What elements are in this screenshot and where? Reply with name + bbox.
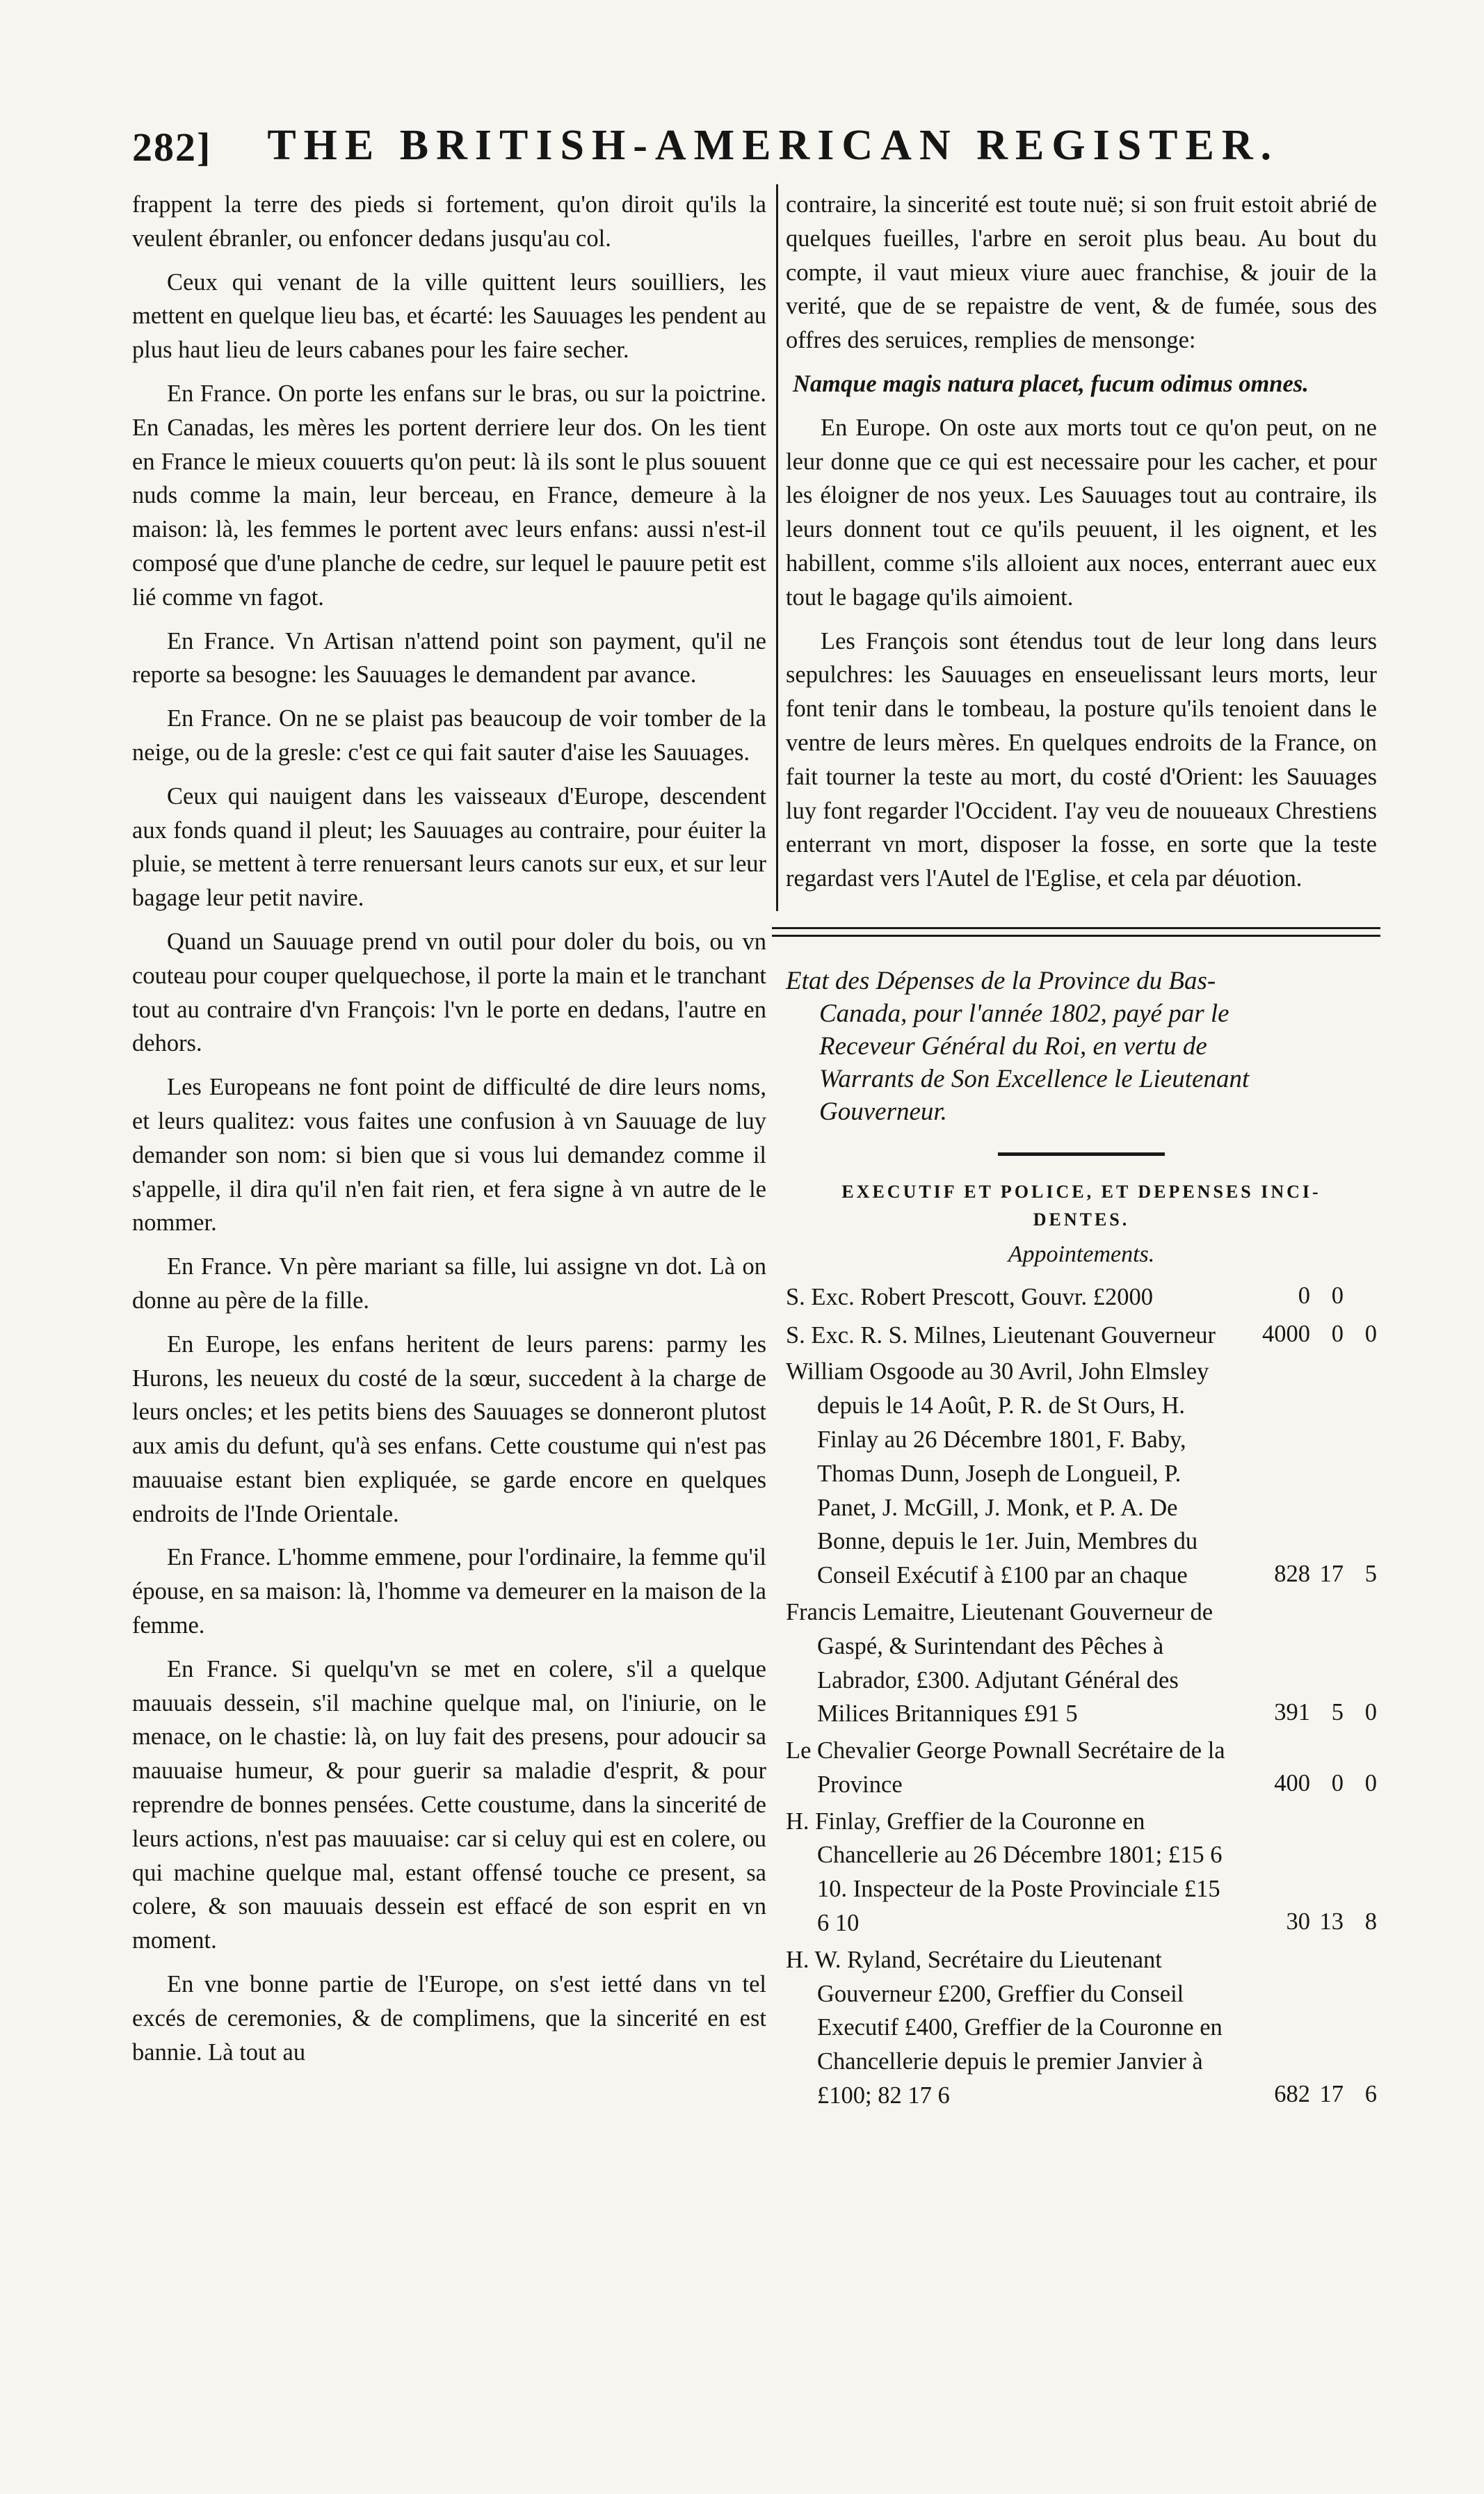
paragraph: En France. L'homme emmene, pour l'ordinaire, la femme qu'il épouse, en sa maison: là, l'homme va demeurer en la maison de la femme. [132,1544,766,1639]
paragraph: En France. On porte les enfans sur le bras, ou sur la poictrine. En Canadas, les mères les portent derriere leur dos. On les tient en France le mieux couuerts qu'on peut: là ils sont le plus souuent nuds comme la main, leur berceau, en France, demeure à la maison: là, les femmes le portent avec leurs enfans: aussi n'est-il composé que d'une planche de cedre, sur lequel le pauure petit est lié comme vn fagot. [132,380,766,611]
column-divider [776,184,778,911]
paragraph: En Europe. On oste aux morts tout ce qu'on peut, on ne leur donne que ce qui est necessaire pour les cacher, et pour les éloigner de nos yeux. Les Sauuages tout au contraire, ils leurs donnent tout ce qu'ils peuuent, il les oignent, et les habillent, comme s'ils alloient aux noces, enterrant auec eux tout le bagage qu'ils aimoient. [786,414,1377,611]
expense-entry [786,1317,1377,1353]
latin-quote: Namque magis natura placet, fucum odimus omnes. [793,370,1309,397]
entry-description: H. W. Ryland, Secrétaire du Lieutenant Gouverneur £200, Greffier du Conseil Executif £400, Greffier de la Couronne en Chancellerie depuis le premier Janvier à £100; 82 17 6 [786,1946,1223,2109]
paragraph: contraire, la sincerité est toute nuë; si son fruit estoit abrié de quelques fueilles, l'arbre en seroit plus beau. Au bout du compte, il vaut mieux viure auec franchise, & jouir de la verité, que de se repaistre de vent, & de fumée, sous des offres des seruices, remplies de mensonge: [786,191,1377,354]
section-double-rule [772,927,1380,937]
page-number: 282] [132,124,212,170]
entry-amount: 30 13 8 [1286,1908,1377,1936]
expense-entry [786,1805,1377,1940]
paragraph: En Europe, les enfans heritent de leurs parens: parmy les Hurons, les neueux du costé de la sœur, succedent à la charge de leurs oncles; et les petits biens des Sauuages se donneront plutost aux amis du defunt, qu'à ses enfans. Cette coustume qui n'est pas mauuaise estant bien expliquée, se garde encore en quelques endroits de l'Inde Orientale. [132,1330,766,1527]
title-line: Gouverneur. [819,1097,947,1126]
paragraph: Ceux qui venant de la ville quittent leurs souilliers, les mettent en quelque lieu bas, et écarté: les Sauuages les pendent au plus haut lieu de leurs cabanes pour les faire secher. [132,268,766,364]
title-line: Canada, pour l'année 1802, payé par le [819,999,1229,1028]
expense-entry [786,1734,1377,1802]
entry-amount: 400 0 0 [1274,1769,1377,1796]
paragraph: En France. On ne se plaist pas beaucoup de voir tomber de la neige, ou de la gresle: c'est ce qui fait sauter d'aise les Sauuages. [132,705,766,766]
expense-entry [786,1355,1377,1593]
page-header [132,122,1377,170]
paragraph: En France. Si quelqu'vn se met en colere, s'il a quelque mauuais dessein, s'il machine quelque mal, on l'iniurie, on le menace, on le chastie: là, on luy fait des presens, pour adoucir sa mauuaise humeur, & pour guerir sa maladie d'esprit, & pour reprendre de bonnes pensées. Cette coustume, dans la sincerité de leurs actions, n'est pas mauuaise: car si celuy qui est en colere, ou qui machine quelque mal, estant offensé touche ce present, sa colere, & son mauuais dessein est effacé de son esprit en vn moment. [132,1655,766,1954]
paragraph: Quand un Sauuage prend vn outil pour doler du bois, ou vn couteau pour couper quelquechose, il porte la main et le tranchant tout au contraire d'vn François: l'vn le porte en dedans, l'autre en dehors. [132,928,766,1057]
entry-description: H. Finlay, Greffier de la Couronne en Chancellerie au 26 Décembre 1801; £15 6 10. Inspecteur de la Poste Provinciale £15 6 10 [786,1808,1223,1937]
entry-description: S. Exc. Robert Prescott, Gouvr. £2000 [786,1283,1153,1310]
right-column [786,188,1377,2113]
entry-description: S. Exc. R. S. Milnes, Lieutenant Gouverneur [786,1321,1216,1349]
sub-heading: Appointements. [1008,1241,1155,1267]
entry-description: William Osgoode au 30 Avril, John Elmsley depuis le 14 Août, P. R. de St Ours, H. Finlay au 26 Décembre 1801, F. Baby, Thomas Dunn, Joseph de Longueil, P. Panet, J. McGill, J. Monk, et P. A. De Bonne, depuis le 1er. Juin, Membres du Conseil Exécutif à £100 par an chaque [786,1358,1209,1589]
paragraph: En France. Vn père mariant sa fille, lui assigne vn dot. Là on donne au père de la fille. [132,1253,766,1314]
title-line: Etat des Dépenses de la Province du Bas- [786,966,1216,995]
expense-entry [786,1943,1377,2113]
expense-entry [786,1279,1377,1314]
entry-description: Francis Lemaitre, Lieutenant Gouverneur de Gaspé, & Surintendant des Pêches à Labrador, £300. Adjutant Général des Milices Britanniques £91 5 [786,1598,1213,1728]
title-line: Warrants de Son Excellence le Lieutenant [819,1064,1250,1093]
expense-statement-title [786,965,1377,1128]
entry-description: Le Chevalier George Pownall Secrétaire de la Province [786,1737,1225,1798]
paragraph: En vne bonne partie de l'Europe, on s'est ietté dans vn tel excés de ceremonies, & de complimens, que la sincerité en est bannie. Là tout au [132,1971,766,2066]
short-divider [998,1152,1165,1156]
expense-entry [786,1595,1377,1731]
title-line: Receveur Général du Roi, en vertu de [819,1031,1207,1061]
entry-amount: 0 0 [1298,1282,1344,1309]
entry-amount: 4000 0 0 [1262,1320,1377,1347]
entry-amount: 828 17 5 [1274,1561,1377,1588]
section-heading: EXECUTIF ET POLICE, ET DEPENSES INCI- DENTES. [841,1181,1321,1230]
paragraph: frappent la terre des pieds si fortement, qu'on diroit qu'ils la veulent ébranler, ou enfoncer dedans jusqu'au col. [132,191,766,252]
entry-amount: 682 17 6 [1274,2081,1377,2108]
entry-amount: 391 5 0 [1274,1699,1377,1726]
left-column [132,188,766,2079]
running-head-title: THE BRITISH-AMERICAN REGISTER. [267,122,1280,169]
paragraph: Les Europeans ne font point de difficulté de dire leurs noms, et leurs qualitez: vous faites une confusion à vn Sauuage de luy demander son nom: si bien que si vous lui demandez comme il s'appelle, il dira qu'il n'en fait rien, et fera signe à vn autre de le nommer. [132,1074,766,1237]
paragraph: En France. Vn Artisan n'attend point son payment, qu'il ne reporte sa besogne: les Sauuages le demandent par avance. [132,627,766,689]
paragraph: Les François sont étendus tout de leur long dans leurs sepulchres: les Sauuages en enseuelissant leurs morts, leur font tenir dans le tombeau, la posture qu'ils tenoient dans le ventre de leurs mères. En quelques endroits de la France, on fait tourner la teste au mort, du costé d'Orient: les Sauuages luy font regarder l'Occident. I'ay veu de nouueaux Chrestiens enterrant vn mort, disposer la fosse, en sorte que la teste regardast vers l'Autel de l'Eglise, et cela par déuotion. [786,627,1377,892]
paragraph: Ceux qui nauigent dans les vaisseaux d'Europe, descendent aux fonds quand il pleut; les Sauuages au contraire, pour éuiter la pluie, se mettent à terre renuersant leurs canots sur eux, et sur leur bagage leur petit navire. [132,782,766,912]
